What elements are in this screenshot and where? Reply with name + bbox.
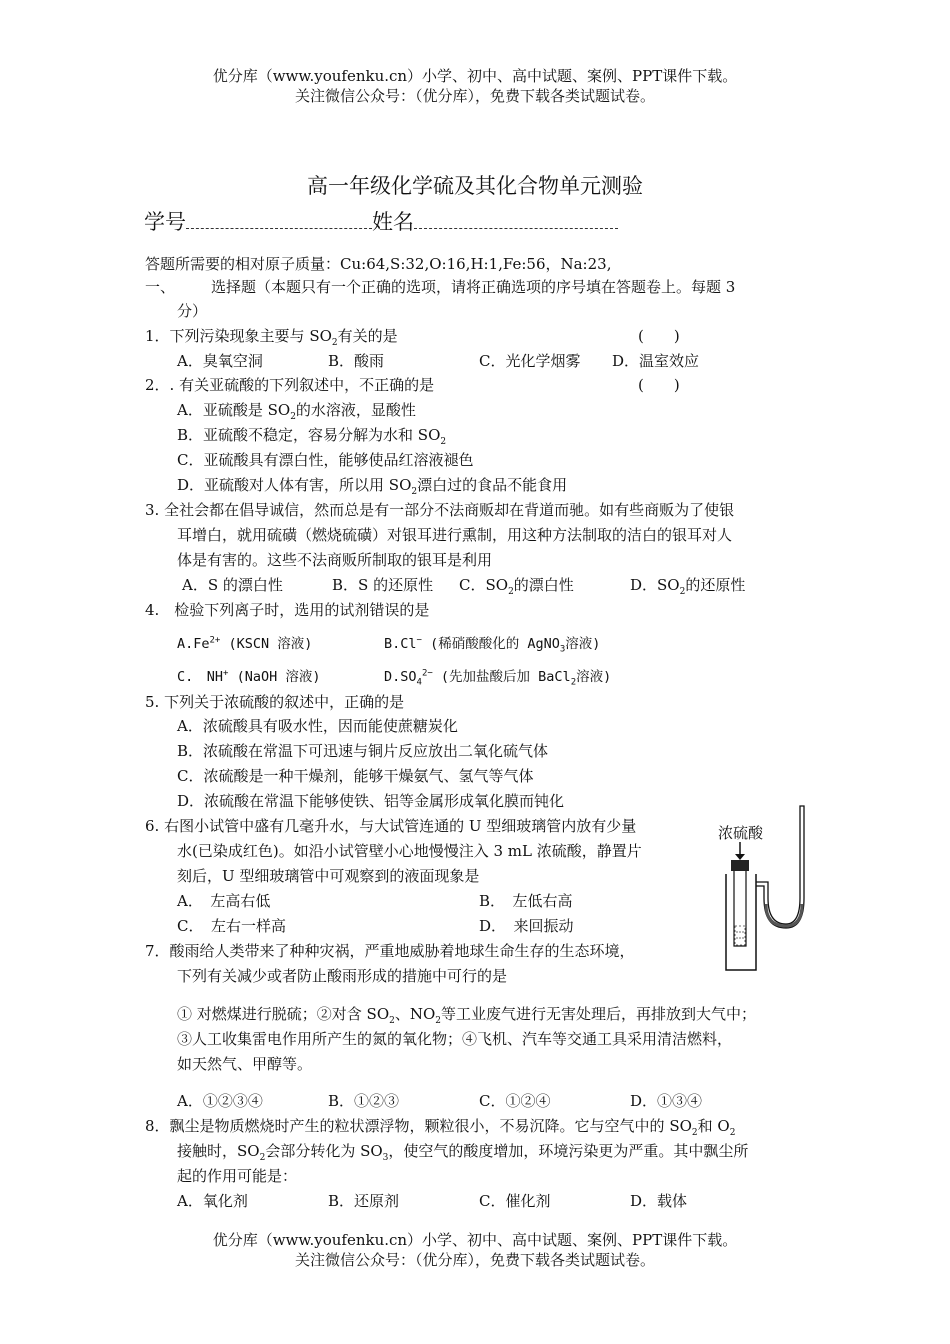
q8-option-b: B．还原剂 — [328, 1192, 400, 1210]
footer-line-2: 关注微信公众号：（优分库），免费下载各类试题试卷。 — [294, 1251, 655, 1269]
q8-option-a: A．氧化剂 — [177, 1192, 248, 1210]
footer-line-1: 优分库（www.youfenku.cn）小学、初中、高中试题、案例、PPT课件下载。 — [212, 1231, 738, 1249]
q8-option-c: C．催化剂 — [479, 1192, 551, 1210]
q3-option-a: A．S 的漂白性 — [182, 576, 283, 594]
student-name-label: 姓名 — [372, 210, 414, 234]
q3-option-b: B．S 的还原性 — [332, 576, 434, 594]
q1-stem: 1．下列污染现象主要与 $SO_2$有关的是 — [145, 327, 398, 348]
q2-stem: 2．. 有关亚硫酸的下列叙述中，不正确的是 — [145, 376, 435, 394]
header-line-1: 优分库（www.youfenku.cn）小学、初中、高中试题、案例、PPT课件下载。 — [212, 67, 738, 85]
q7-line-1: 7．酸雨给人类带来了种种灾祸，严重地威胁着地球生命生存的生态环境， — [145, 942, 635, 960]
header-line-2: 关注微信公众号：（优分库），免费下载各类试题试卷。 — [294, 87, 655, 105]
apparatus-figure — [700, 800, 820, 980]
q7-option-a: A．①②③④ — [177, 1092, 263, 1110]
q2-option-d: D．亚硫酸对人体有害，所以用 $SO_2$漂白过的食品不能食用 — [177, 476, 568, 497]
q5-option-d: D．浓硫酸在常温下能够使铁、铝等金属形成氧化膜而钝化 — [177, 792, 565, 810]
q6-line-2: 水(已染成红色)。如沿小试管壁小心地慢慢注入 3 mL 浓硫酸，静置片 — [177, 842, 642, 860]
student-id-label: 学号 — [144, 210, 186, 234]
q5-option-c: C．浓硫酸是一种干燥剂，能够干燥氨气、氢气等气体 — [177, 767, 534, 785]
q1-option-d: D．温室效应 — [612, 352, 700, 370]
q3-option-d: D．$SO_2$的还原性 — [630, 576, 746, 597]
q2-option-c: C．亚硫酸具有漂白性，能够使品红溶液褪色 — [177, 451, 474, 469]
q6-line-1: 6. 右图小试管中盛有几毫升水，与大试管连通的 U 型细玻璃管内放有少量 — [145, 817, 637, 835]
figure-label-conc-h2so4: 浓硫酸 — [718, 824, 764, 842]
q1-answer-paren: ( ) — [638, 327, 680, 345]
student-id-blank[interactable] — [186, 210, 372, 229]
q7-option-c: C．①②④ — [479, 1092, 551, 1110]
q8-line-2: 接触时，$SO_2$会部分转化为 $SO_3$，使空气的酸度增加，环境污染更为严重。其中飘尘所 — [177, 1142, 749, 1163]
section-instructions-cont: 分） — [177, 302, 208, 320]
q8-line-3: 起的作用可能是： — [177, 1167, 298, 1185]
q3-line-3: 体是有害的。这些不法商贩所制取的银耳是利用 — [177, 551, 493, 569]
pour-arrow-head — [735, 854, 745, 860]
q5-option-b: B．浓硫酸在常温下可迅速与铜片反应放出二氧化硫气体 — [177, 742, 549, 760]
section-instructions: 选择题（本题只有一个正确的选项，请将正确选项的序号填在答题卷上。每题 3 — [211, 278, 736, 296]
q8-option-d: D．载体 — [630, 1192, 688, 1210]
q8-line-1: 8．飘尘是物质燃烧时产生的粒状漂浮物，颗粒很小，不易沉降。它与空气中的 $SO_2$和 $O_2$ — [145, 1117, 736, 1138]
q7-line-2: 下列有关减少或者防止酸雨形成的措施中可行的是 — [177, 967, 508, 985]
q2-answer-paren: ( ) — [638, 376, 680, 394]
q6-line-3: 刻后，U 型细玻璃管中可观察到的液面现象是 — [177, 867, 480, 885]
q7-measures-line-1: ① 对燃煤进行脱硫；②对含 $SO_2$、$NO_2$等工业废气进行无害处理后，再排放到大气中； — [177, 1005, 757, 1026]
q1-option-a: A．臭氧空洞 — [177, 352, 263, 370]
q2-option-a: A．亚硫酸是 $SO_2$的水溶液，显酸性 — [177, 401, 416, 422]
q1-option-c: C．光化学烟雾 — [479, 352, 581, 370]
q4-option-b: B.Cl− (稀硝酸酸化的 AgNO$_3$溶液) — [384, 635, 601, 655]
atomic-masses: 答题所需要的相对原子质量：Cu:64,S:32,O:16,H:1,Fe:56，Na:23, — [145, 255, 612, 273]
stopper — [731, 860, 749, 871]
q4-option-c: C. NH+ (NaOH 溶液) — [177, 668, 321, 685]
q7-measures-line-3: 如天然气、甲醇等。 — [177, 1055, 313, 1073]
q5-stem: 5. 下列关于浓硫酸的叙述中，正确的是 — [145, 693, 405, 711]
u-tube — [756, 806, 804, 928]
q4-option-d: $D.SO_4^{2-}$ (先加盐酸后加 BaCl$_2$溶液) — [384, 668, 612, 688]
q6-option-d: D． 来回振动 — [479, 917, 574, 935]
q7-measures-line-2: ③人工收集雷电作用所产生的氮的氧化物；④飞机、汽车等交通工具采用清洁燃料， — [177, 1030, 733, 1048]
q4-option-a: $A.Fe^{2+}$ (KSCN 溶液) — [177, 635, 313, 652]
q5-option-a: A．浓硫酸具有吸水性，因而能使蔗糖炭化 — [177, 717, 458, 735]
q6-option-a: A． 左高右低 — [177, 892, 271, 910]
q7-option-b: B．①②③ — [328, 1092, 400, 1110]
large-test-tube — [726, 874, 756, 970]
q3-line-1: 3. 全社会都在倡导诚信，然而总是有一部分不法商贩却在背道而驰。如有些商贩为了使银 — [145, 501, 735, 519]
page-title: 高一年级化学硫及其化合物单元测验 — [307, 174, 643, 198]
section-number: 一、 — [145, 278, 176, 296]
q4-stem: 4. 检验下列离子时，选用的试剂错误的是 — [145, 601, 430, 619]
student-info-line — [144, 208, 618, 236]
q6-option-b: B． 左低右高 — [479, 892, 573, 910]
q3-line-2: 耳增白，就用硫磺（燃烧硫磺）对银耳进行熏制，用这种方法制取的洁白的银耳对人 — [177, 526, 733, 544]
q7-option-d: D．①③④ — [630, 1092, 703, 1110]
q1-option-b: B．酸雨 — [328, 352, 385, 370]
student-name-blank[interactable] — [414, 210, 618, 229]
q6-option-c: C． 左右一样高 — [177, 917, 286, 935]
water-in-small-tube — [735, 926, 745, 945]
q2-option-b: B．亚硫酸不稳定，容易分解为水和 $SO_2$ — [177, 426, 447, 447]
q3-option-c: C．$SO_2$的漂白性 — [459, 576, 574, 597]
